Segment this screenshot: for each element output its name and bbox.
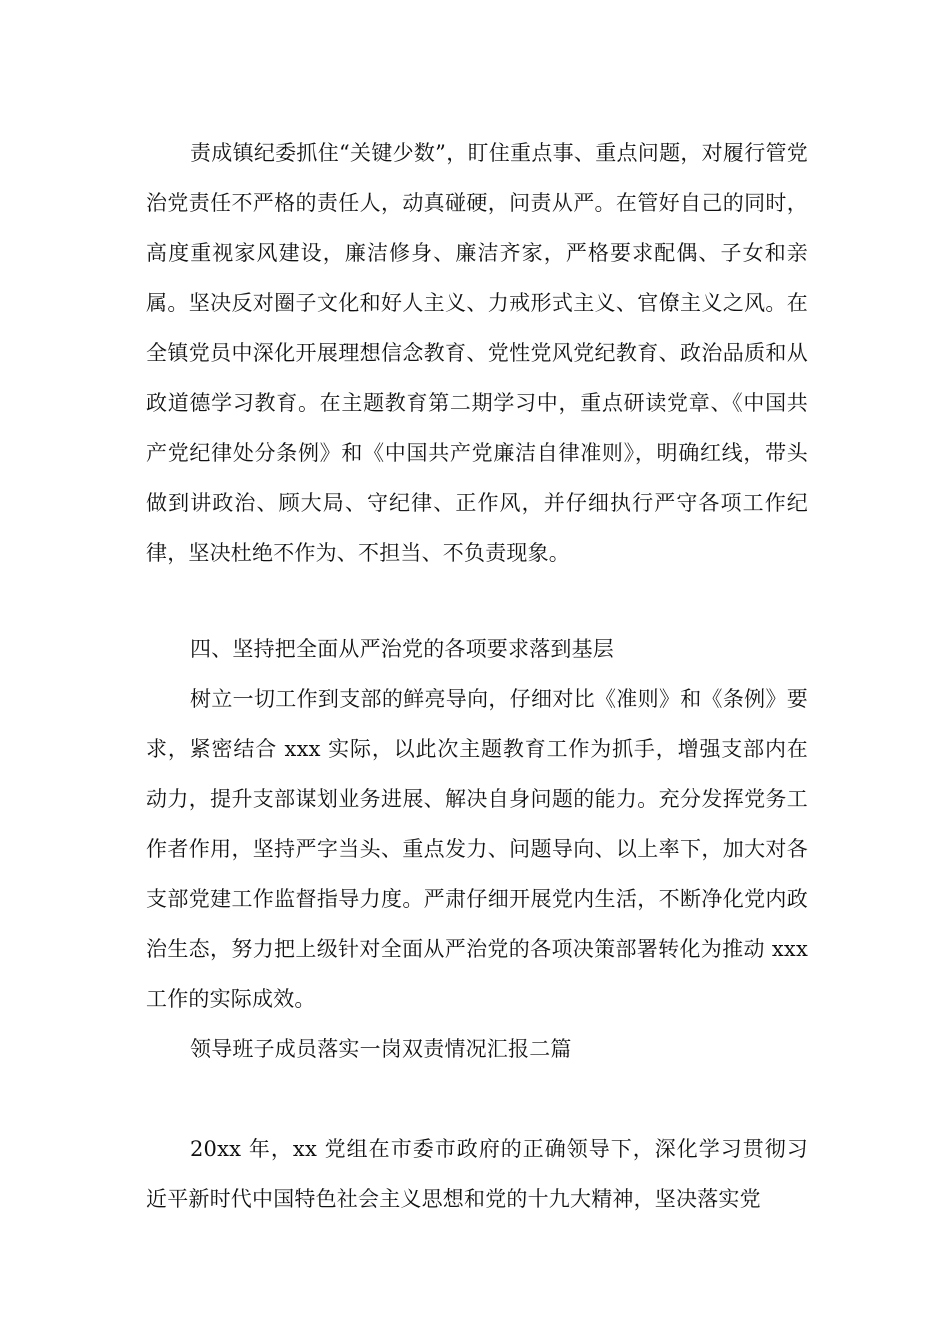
- section-heading: 四、坚持把全面从严治党的各项要求落到基层: [190, 637, 614, 661]
- report-title: 领导班子成员落实一岗双责情况汇报二篇: [190, 1037, 572, 1061]
- body-paragraph: 责成镇纪委抓住“关键少数”，盯住重点事、重点问题，对履行管党治党责任不严格的责任人，动真碰硬，问责从严。在管好自己的同时，高度重视家风建设，廉洁修身、廉洁齐家，严格要求配偶、子女和亲属。坚决反对圈子文化和好人主义、力戒形式主义、官僚主义之风。在全镇党员中深化开展理想信念教育、党性党风党纪教育、政治品质和从政道德学习教育。在主题教育第二期学习中，重点研读党章、《中国共产党纪律处分条例》和《中国共产党廉洁自律准则》，明确红线，带头做到讲政治、顾大局、守纪律、正作风，并仔细执行严守各项工作纪律，坚决杜绝不作为、不担当、不负责现象。: [146, 141, 808, 565]
- body-paragraph: 树立一切工作到支部的鲜亮导向，仔细对比《准则》和《条例》要求，紧密结合 xxx 实际，以此次主题教育工作为抓手，增强支部内在动力，提升支部谋划业务进展、解决自身问题的能力。充分发挥党务工作者作用，坚持严字当头、重点发力、问题导向、以上率下，加大对各支部党建工作监督指导力度。严肃仔细开展党内生活，不断净化党内政治生态，努力把上级针对全面从严治党的各项决策部署转化为推动 xxx 工作的实际成效。: [146, 687, 808, 1011]
- body-paragraph: 20xx 年，xx 党组在市委市政府的正确领导下，深化学习贯彻习近平新时代中国特色社会主义思想和党的十九大精神，坚决落实党: [146, 1137, 808, 1211]
